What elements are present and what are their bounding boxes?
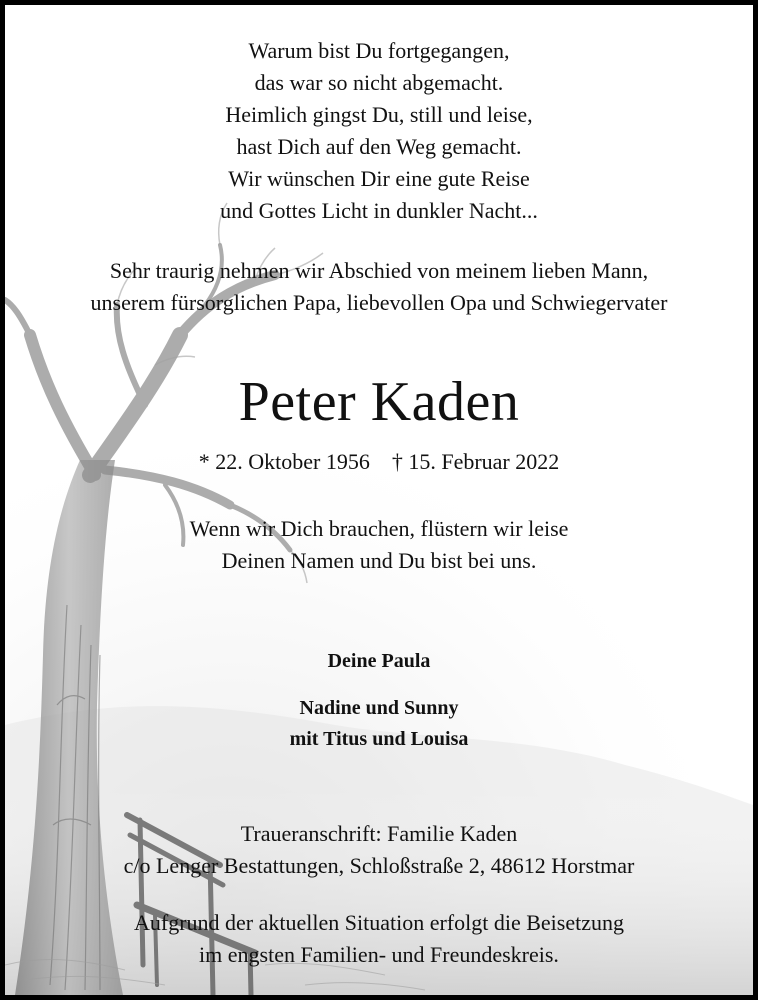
- poem-line: Heimlich gingst Du, still und leise,: [225, 102, 533, 127]
- poem-line: das war so nicht abgemacht.: [254, 70, 504, 95]
- deceased-name: Peter Kaden: [238, 371, 520, 433]
- intro-line: Sehr traurig nehmen wir Abschied von meinem lieben Mann,: [109, 258, 649, 283]
- farewell-intro: [5, 255, 753, 319]
- death-date: † 15. Februar 2022: [391, 449, 560, 474]
- poem-line: hast Dich auf den Weg gemacht.: [236, 134, 522, 159]
- life-dates: [5, 446, 753, 478]
- verse-line: Deinen Namen und Du bist bei uns.: [221, 548, 537, 573]
- address-line: c/o Lenger Bestattungen, Schloßstraße 2, 48612 Horstmar: [123, 853, 635, 878]
- opening-poem: [5, 35, 753, 227]
- poem-line: und Gottes Licht in dunkler Nacht...: [220, 198, 538, 223]
- mourning-address: [5, 818, 753, 882]
- mourner-line: mit Titus und Louisa: [289, 728, 469, 750]
- note-line: Aufgrund der aktuellen Situation erfolgt die Beisetzung: [134, 910, 624, 935]
- poem-line: Wir wünschen Dir eine gute Reise: [228, 166, 530, 191]
- intro-line: unserem fürsorglichen Papa, liebevollen Opa und Schwiegervater: [90, 290, 668, 315]
- note-line: im engsten Familien- und Freundeskreis.: [199, 942, 559, 967]
- mourner-spouse: Deine Paula: [327, 650, 431, 672]
- mourner-line: Nadine und Sunny: [299, 697, 459, 719]
- burial-note: [5, 907, 753, 971]
- address-line: Traueranschrift: Familie Kaden: [240, 821, 518, 846]
- memorial-verse: [5, 513, 753, 577]
- obituary-text: [5, 5, 753, 995]
- poem-line: Warum bist Du fortgegangen,: [248, 38, 510, 63]
- mourner-children: [5, 693, 753, 755]
- birth-date: * 22. Oktober 1956: [198, 449, 370, 474]
- verse-line: Wenn wir Dich brauchen, flüstern wir leise: [189, 516, 569, 541]
